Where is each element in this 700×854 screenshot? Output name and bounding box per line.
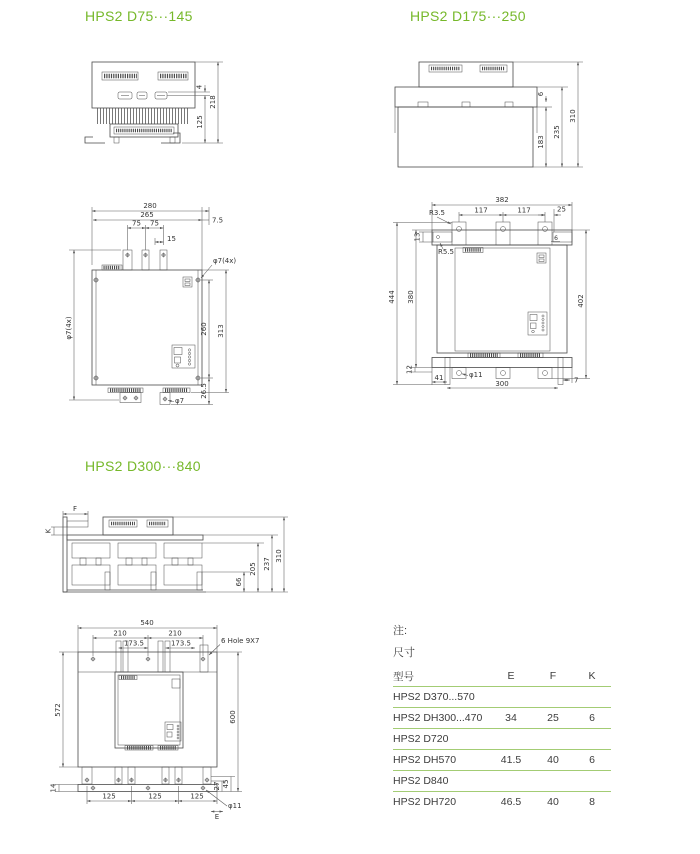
dim-117a: 117	[474, 206, 488, 215]
dim-380: 380	[407, 290, 415, 304]
dim-25: 25	[557, 205, 566, 214]
dim-260: 260	[200, 322, 208, 336]
keypad-panel	[528, 312, 547, 335]
hole-callout-bottom: φ7	[175, 397, 185, 405]
col-header-model: 型号	[393, 670, 414, 683]
dim-572: 572	[54, 703, 62, 717]
power-module	[118, 543, 156, 590]
table-size-label: 尺寸	[393, 647, 415, 659]
dim-210b: 210	[168, 629, 182, 638]
dim-125: 125	[196, 115, 204, 129]
dim-6-tab: 6	[554, 235, 558, 242]
hole-callout-phi11: φ11	[228, 802, 242, 810]
table-note: 注:	[393, 625, 408, 637]
table-row	[393, 729, 611, 750]
table-row	[393, 771, 611, 792]
dim-444: 444	[388, 290, 396, 304]
dim-300: 300	[495, 380, 509, 388]
dim-26-5: 26.5	[200, 383, 208, 399]
dim-4: 4	[195, 84, 204, 90]
dim-237: 237	[263, 557, 271, 571]
model-cell: HPS2 DH720	[393, 796, 457, 808]
dimensions	[45, 505, 289, 592]
d175-250-front-view	[385, 195, 635, 420]
dim-75b: 75	[150, 219, 159, 228]
f-cell: 25	[547, 712, 559, 724]
keypad-panel	[172, 345, 195, 368]
device-outline	[63, 517, 206, 592]
dim-13: 13	[413, 232, 422, 242]
col-header-f: F	[549, 670, 557, 682]
model-cell: HPS2 D370...570	[393, 691, 475, 703]
section-title-d75-145: HPS2 D75···145	[85, 8, 193, 24]
f-cell: 40	[547, 796, 559, 808]
hole-callout-top-right: φ7(4x)	[213, 257, 237, 265]
model-cell: HPS2 DH570	[393, 754, 457, 766]
hole-callout-left: φ7(4x)	[65, 316, 73, 340]
hole-callout-phi11: φ11	[469, 371, 483, 379]
dim-125a: 125	[102, 792, 116, 801]
model-cell: HPS2 D720	[393, 733, 449, 745]
keypad-panel	[165, 722, 181, 741]
dim-12: 12	[405, 365, 414, 374]
device-outline	[85, 62, 195, 143]
hole-callout-6hole: 6 Hole 9X7	[221, 637, 260, 645]
power-module	[164, 543, 202, 590]
col-header-k: K	[588, 670, 596, 682]
dim-7-5: 7.5	[212, 216, 224, 225]
dim-E: E	[214, 813, 220, 821]
device-outline	[432, 222, 572, 385]
dim-402: 402	[577, 294, 585, 308]
dim-14: 14	[49, 783, 58, 793]
dim-117b: 117	[517, 206, 531, 215]
dim-183: 183	[537, 135, 545, 149]
dim-7: 7	[574, 376, 579, 385]
k-cell: 6	[589, 712, 595, 724]
dim-313: 313	[217, 324, 225, 338]
dim-310: 310	[569, 109, 577, 123]
dim-210a: 210	[113, 629, 127, 638]
d75-145-side-view	[60, 30, 250, 155]
dim-265: 265	[140, 211, 154, 219]
dim-173-5b: 173.5	[170, 639, 192, 648]
table-row	[393, 750, 611, 771]
dim-6: 6	[537, 91, 545, 97]
dim-218: 218	[209, 95, 217, 109]
size-table	[393, 622, 611, 812]
d300-840-front-view	[45, 615, 300, 854]
model-cell: HPS2 D840	[393, 775, 449, 787]
e-cell: 46.5	[500, 796, 522, 808]
radius-r5-5: R5.5	[438, 248, 454, 256]
dimensions	[513, 62, 583, 167]
dim-125b: 125	[148, 792, 162, 801]
dim-173-5a: 173.5	[123, 639, 145, 648]
k-cell: 6	[589, 754, 595, 766]
dim-280: 280	[143, 202, 157, 210]
col-header-e: E	[507, 670, 515, 682]
dim-75a: 75	[132, 219, 141, 228]
d175-250-side-view	[385, 30, 610, 175]
e-cell: 41.5	[500, 754, 522, 766]
section-title-d175-250: HPS2 D175···250	[410, 8, 526, 24]
dim-27: 27	[213, 781, 221, 791]
d300-840-side-view	[30, 502, 310, 617]
dim-F: F	[72, 505, 78, 513]
dimensions	[388, 196, 590, 388]
dim-205: 205	[249, 562, 257, 576]
k-cell: 8	[589, 796, 595, 808]
dim-310: 310	[275, 549, 283, 563]
f-cell: 40	[547, 754, 559, 766]
dim-382: 382	[495, 196, 509, 204]
dim-45: 45	[222, 779, 230, 789]
d75-145-front-view	[55, 195, 305, 425]
device-outline	[92, 250, 202, 405]
table-row	[393, 708, 611, 729]
dim-66: 66	[235, 577, 243, 587]
radius-r3-5: R3.5	[429, 209, 445, 217]
dim-41: 41	[434, 374, 444, 382]
dim-125c: 125	[190, 792, 204, 801]
power-module	[72, 543, 110, 590]
table-row	[393, 792, 611, 812]
device-outline	[78, 641, 217, 792]
table-header-row	[393, 666, 611, 687]
e-cell: 34	[505, 712, 517, 724]
device-outline	[395, 62, 537, 167]
dim-540: 540	[140, 619, 154, 627]
dim-15: 15	[167, 235, 176, 243]
dim-K: K	[44, 528, 53, 534]
model-cell: HPS2 DH300...470	[393, 712, 483, 724]
dimensions	[65, 202, 236, 405]
table-row	[393, 687, 611, 708]
section-title-d300-840: HPS2 D300···840	[85, 458, 201, 474]
dimensions	[50, 619, 260, 821]
dim-600: 600	[229, 710, 237, 724]
dim-235: 235	[553, 125, 561, 139]
